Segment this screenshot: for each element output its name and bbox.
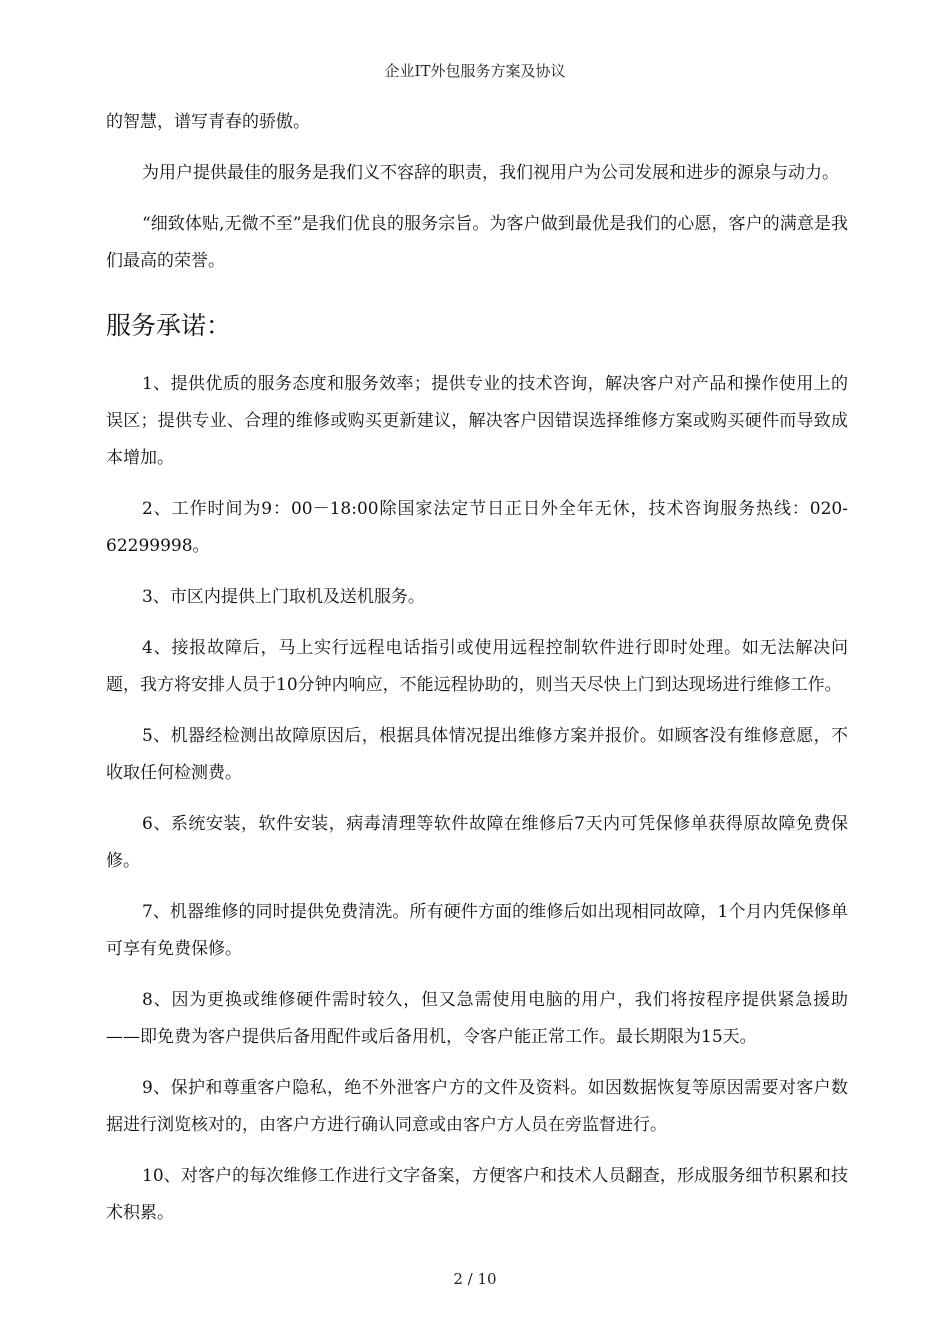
commitment-item-8: 8、因为更换或维修硬件需时较久，但又急需使用电脑的用户，我们将按程序提供紧急援助——即免费为客户提供后备用配件或后备用机，令客户能正常工作。最长期限为15天。 <box>106 990 848 1047</box>
intro-paragraph-3: “细致体贴,无微不至”是我们优良的服务宗旨。为客户做到最优是我们的心愿，客户的满意是我们最高的荣誉。 <box>106 214 848 271</box>
commitment-item-7: 7、机器维修的同时提供免费清洗。所有硬件方面的维修后如出现相同故障，1个月内凭保修单可享有免费保修。 <box>106 902 848 959</box>
commitment-item-9: 9、保护和尊重客户隐私，绝不外泄客户方的文件及资料。如因数据恢复等原因需要对客户数据进行浏览核对的，由客户方进行确认同意或由客户方人员在旁监督进行。 <box>106 1078 848 1135</box>
commitment-item-4: 4、接报故障后，马上实行远程电话指引或使用远程控制软件进行即时处理。如无法解决问题，我方将安排人员于10分钟内响应，不能远程协助的，则当天尽快上门到达现场进行维修工作。 <box>106 638 848 695</box>
page-number: 2 / 10 <box>453 1270 497 1288</box>
commitment-item-1: 1、提供优质的服务态度和服务效率；提供专业的技术咨询，解决客户对产品和操作使用上的误区；提供专业、合理的维修或购买更新建议，解决客户因错误选择维修方案或购买硬件而导致成本增加。 <box>106 374 848 468</box>
intro-paragraph-1: 的智慧，谱写青春的骄傲。 <box>106 112 310 132</box>
section-heading: 服务承诺： <box>106 311 232 340</box>
document-body <box>106 104 848 1246</box>
commitment-item-5: 5、机器经检测出故障原因后，根据具体情况提出维修方案并报价。如顾客没有维修意愿，不收取任何检测费。 <box>106 726 848 783</box>
page-header: 企业IT外包服务方案及协议 <box>384 62 566 80</box>
intro-paragraph-2: 为用户提供最佳的服务是我们义不容辞的职责，我们视用户为公司发展和进步的源泉与动力。 <box>142 163 839 183</box>
commitment-item-6: 6、系统安装，软件安装，病毒清理等软件故障在维修后7天内可凭保修单获得原故障免费保修。 <box>106 814 848 871</box>
commitment-item-3: 3、市区内提供上门取机及送机服务。 <box>142 587 425 607</box>
commitment-item-2: 2、工作时间为9：00－18:00除国家法定节日正日外全年无休，技术咨询服务热线：020-62299998。 <box>106 499 848 556</box>
commitment-item-10: 10、对客户的每次维修工作进行文字备案，方便客户和技术人员翻查，形成服务细节积累和技术积累。 <box>106 1166 848 1223</box>
